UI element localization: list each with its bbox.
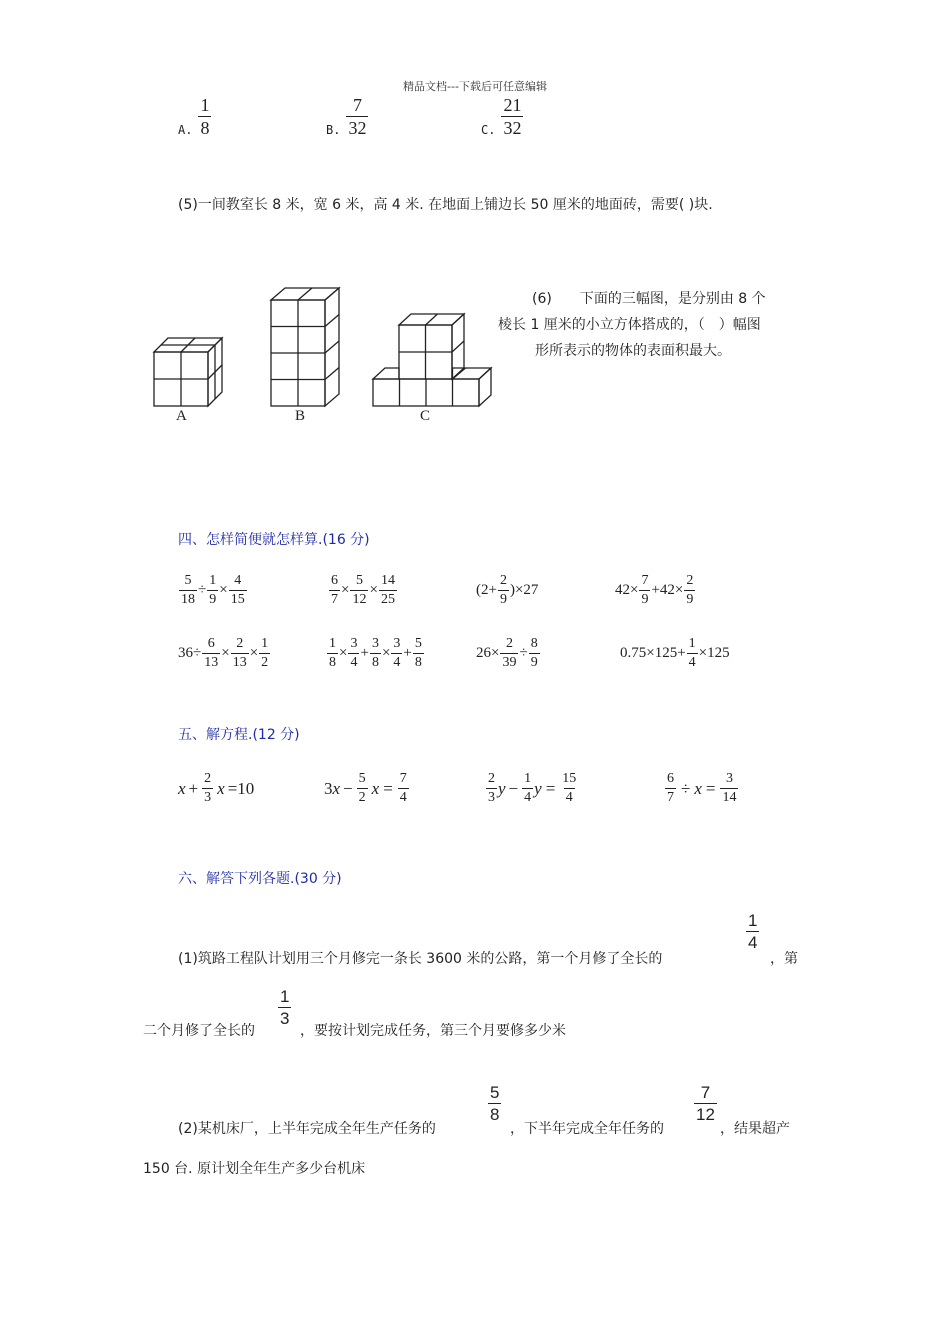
equation-3 <box>485 772 579 805</box>
numerator: 5 <box>355 573 363 588</box>
option-c-fraction <box>501 96 523 137</box>
figure-c-label: C <box>420 408 431 424</box>
numerator: 2 <box>686 573 694 588</box>
operator: − <box>508 778 519 798</box>
numerator: 1 <box>209 573 217 588</box>
fraction <box>379 574 397 607</box>
operator: + <box>360 645 369 661</box>
problem-1-line2b: ，要按计划完成任务，第三个月要修多少米 <box>300 1023 566 1039</box>
denominator: 8 <box>371 655 379 670</box>
denominator: 9 <box>499 592 507 607</box>
denominator: 14 <box>722 790 737 805</box>
numerator: 7 <box>352 95 362 115</box>
fraction <box>529 637 540 670</box>
denominator: 7 <box>331 592 338 607</box>
denominator: 8 <box>490 1105 500 1124</box>
option-b-label: B. <box>326 123 341 137</box>
problem-1-fraction-2 <box>278 988 291 1027</box>
fraction <box>231 637 249 670</box>
fraction <box>202 772 213 805</box>
variable: x <box>332 778 341 798</box>
operator: ÷ <box>198 582 207 598</box>
numerator: 14 <box>380 573 395 588</box>
fraction <box>329 574 340 607</box>
expr-text: ×125 <box>698 645 730 661</box>
variable: x <box>178 778 186 798</box>
figure-a <box>154 338 222 406</box>
expr-4 <box>615 574 696 607</box>
denominator: 13 <box>204 655 219 670</box>
option-a-label: A. <box>178 123 193 137</box>
numerator: 1 <box>329 636 336 651</box>
numerator: 7 <box>641 573 649 588</box>
numerator: 5 <box>490 1083 500 1102</box>
fraction <box>560 772 578 805</box>
equation-4 <box>664 772 739 805</box>
expr-7 <box>476 637 541 670</box>
numerator: 6 <box>331 573 338 588</box>
numerator: 2 <box>204 771 212 786</box>
option-c-label: C. <box>481 123 496 137</box>
operator: = <box>545 778 556 798</box>
fraction <box>684 574 695 607</box>
denominator: 9 <box>530 655 538 670</box>
operator: = <box>705 778 716 798</box>
problem-2-line1a: (2)某机床厂，上半年完成全年生产任务的 <box>178 1121 436 1137</box>
option-a <box>178 96 211 137</box>
fraction <box>398 772 409 805</box>
denominator: 8 <box>200 118 210 138</box>
denominator: 4 <box>350 655 358 670</box>
variable: y <box>498 778 506 798</box>
problem-1-line2a: 二个月修了全长的 <box>143 1023 255 1039</box>
denominator: 8 <box>329 655 336 670</box>
operator: × <box>339 645 348 661</box>
denominator: 15 <box>230 592 245 607</box>
variable: x <box>217 778 225 798</box>
fraction <box>498 574 509 607</box>
expr-1 <box>178 574 248 607</box>
denominator: 32 <box>503 118 522 138</box>
question-6-line2: 棱长 1 厘米的小立方体搭成的，（ ）幅图 <box>498 317 761 333</box>
cube-figures <box>140 285 500 435</box>
numerator: 1 <box>261 636 269 651</box>
denominator: 4 <box>565 790 573 805</box>
denominator: 9 <box>209 592 217 607</box>
problem-2-fraction-1 <box>488 1084 501 1123</box>
operator: ÷ <box>681 778 691 798</box>
operator: × <box>381 645 391 661</box>
figure-b-label: B <box>295 408 306 424</box>
fraction <box>486 772 497 805</box>
expr-text: 36÷ <box>178 645 202 661</box>
numerator: 8 <box>530 636 538 651</box>
section-4-title: 四、怎样简便就怎样算.(16 分) <box>178 532 370 548</box>
expr-text: 42× <box>615 582 639 598</box>
operator: − <box>343 778 353 798</box>
numerator: 4 <box>234 573 242 588</box>
denominator: 4 <box>524 790 532 805</box>
fraction <box>370 637 381 670</box>
option-b-fraction <box>346 96 368 137</box>
denominator: 2 <box>261 655 269 670</box>
expr-text: 26× <box>476 645 500 661</box>
operator: × <box>369 582 378 598</box>
operator: × <box>221 645 230 661</box>
denominator: 12 <box>352 592 367 607</box>
fraction <box>357 772 368 805</box>
option-a-fraction <box>198 96 211 137</box>
denominator: 4 <box>393 655 401 670</box>
operator: + <box>403 645 412 661</box>
expr-text: 3 <box>324 778 333 798</box>
denominator: 3 <box>488 790 495 805</box>
fraction <box>391 637 402 670</box>
numerator: 6 <box>667 771 674 786</box>
numerator: 2 <box>499 573 507 588</box>
denominator: 8 <box>414 655 422 670</box>
fraction <box>413 637 424 670</box>
operator: ÷ <box>519 645 528 661</box>
operator: × <box>341 582 350 598</box>
numerator: 1 <box>688 636 696 651</box>
expr-text: )×27 <box>509 582 539 598</box>
option-b <box>326 96 368 137</box>
fraction <box>522 772 533 805</box>
denominator: 9 <box>641 592 649 607</box>
expr-8 <box>620 637 730 670</box>
operator: + <box>188 778 199 798</box>
denominator: 18 <box>181 592 195 607</box>
section-5-title: 五、解方程.(12 分) <box>178 727 300 743</box>
fraction <box>259 637 270 670</box>
numerator: 15 <box>562 771 577 786</box>
denominator: 4 <box>399 790 407 805</box>
numerator: 2 <box>505 636 513 651</box>
denominator: 13 <box>232 655 247 670</box>
equation-1 <box>178 772 254 805</box>
denominator: 4 <box>688 655 696 670</box>
equation-2 <box>324 772 410 805</box>
numerator: 1 <box>748 911 758 930</box>
numerator: 3 <box>371 636 379 651</box>
fraction <box>687 637 698 670</box>
numerator: 3 <box>393 636 401 651</box>
figure-c <box>373 314 491 406</box>
denominator: 3 <box>280 1009 290 1028</box>
fraction <box>327 637 338 670</box>
denominator: 9 <box>686 592 694 607</box>
fraction <box>350 574 368 607</box>
numerator: 2 <box>488 771 495 786</box>
option-c <box>481 96 523 137</box>
fraction <box>207 574 218 607</box>
problem-2-line1b: ，下半年完成全年任务的 <box>510 1121 664 1137</box>
problem-1-fraction-1 <box>746 912 759 951</box>
numerator: 7 <box>700 1083 711 1102</box>
denominator: 39 <box>502 655 517 670</box>
numerator: 7 <box>399 771 407 786</box>
expr-2 <box>328 574 398 607</box>
fraction <box>720 772 738 805</box>
variable: x <box>694 778 702 798</box>
expr-6 <box>326 637 425 670</box>
fraction <box>639 574 650 607</box>
numerator: 5 <box>358 771 366 786</box>
page-header: 精品文档---下载后可任意编辑 <box>403 80 547 93</box>
numerator: 3 <box>350 636 358 651</box>
problem-2-line2: 150 台. 原计划全年生产多少台机床 <box>143 1161 366 1177</box>
numerator: 5 <box>414 636 422 651</box>
expr-text: (2+ <box>476 582 497 598</box>
problem-1-line1a: (1)筑路工程队计划用三个月修完一条长 3600 米的公路，第一个月修了全长的 <box>178 951 663 967</box>
operator: = <box>383 778 393 798</box>
denominator: 7 <box>667 790 674 805</box>
denominator: 32 <box>348 118 367 138</box>
expr-5 <box>178 637 271 670</box>
fraction <box>229 574 247 607</box>
numerator: 2 <box>236 636 244 651</box>
expr-text: 0.75×125+ <box>620 645 686 661</box>
numerator: 6 <box>207 636 215 651</box>
numerator: 1 <box>524 771 532 786</box>
problem-2-line1c: ，结果超产 <box>720 1121 790 1137</box>
numerator: 5 <box>184 573 192 588</box>
fraction <box>202 637 220 670</box>
numerator: 3 <box>725 771 733 786</box>
figure-b <box>271 288 339 406</box>
problem-2-fraction-2 <box>694 1084 717 1123</box>
numerator: 1 <box>280 987 290 1006</box>
fraction <box>500 637 518 670</box>
expr-3 <box>476 574 538 607</box>
denominator: 4 <box>748 933 758 952</box>
variable: y <box>534 778 542 798</box>
variable: x <box>371 778 380 798</box>
numerator: 21 <box>503 95 522 115</box>
fraction <box>665 772 676 805</box>
figure-a-label: A <box>176 408 187 424</box>
denominator: 3 <box>204 790 212 805</box>
expr-text: +42× <box>651 582 684 598</box>
fraction <box>179 574 197 607</box>
denominator: 12 <box>696 1105 715 1124</box>
fraction <box>348 637 359 670</box>
denominator: 25 <box>380 592 395 607</box>
operator: × <box>249 645 259 661</box>
problem-1-line1b: ，第 <box>770 951 798 967</box>
question-5: (5)一间教室长 8 米，宽 6 米，高 4 米. 在地面上铺边长 50 厘米的地面砖，需要( )块. <box>178 197 713 213</box>
denominator: 2 <box>358 790 366 805</box>
numerator: 1 <box>200 95 210 115</box>
expr-text: =10 <box>227 778 255 798</box>
question-6-line1: (6) 下面的三幅图，是分别由 8 个 <box>532 291 766 307</box>
operator: × <box>219 582 228 598</box>
section-6-title: 六、解答下列各题.(30 分) <box>178 871 342 887</box>
question-6-line3: 形所表示的物体的表面积最大。 <box>535 343 731 359</box>
